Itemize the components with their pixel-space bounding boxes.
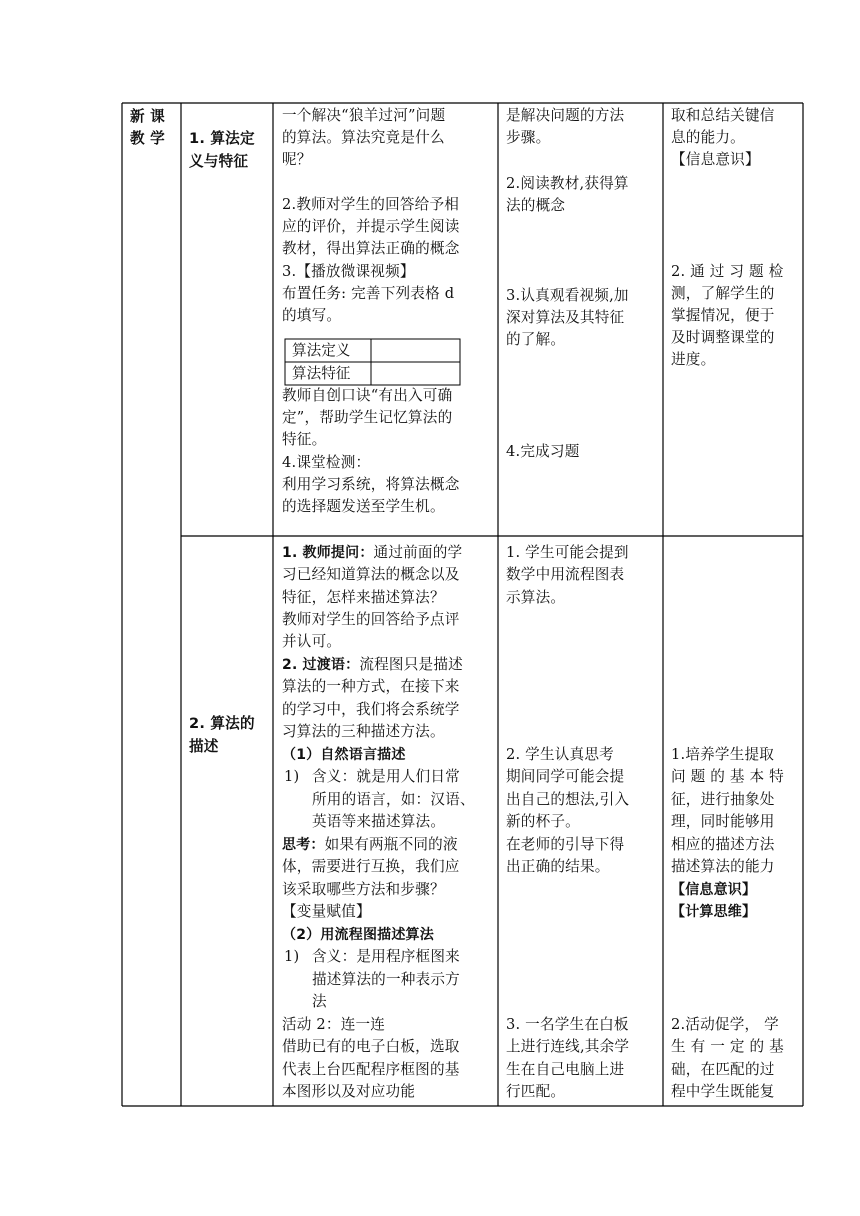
s2-teacher-text: 该采取哪些方法和步骤？ bbox=[282, 881, 445, 898]
s1-student-text: 的了解。 bbox=[506, 331, 566, 348]
s2-intent-text: 程中学生既能复 bbox=[671, 1083, 775, 1100]
s1-teacher-text: 4.课堂检测： bbox=[282, 454, 371, 471]
s2-teacher-text: 体，需要进行互换，我们应 bbox=[282, 858, 460, 875]
s1-student-text: 步骤。 bbox=[506, 129, 551, 146]
s1-student-text: 是解决问题的方法 bbox=[506, 107, 625, 124]
s1-teacher-text: 呢？ bbox=[282, 151, 312, 168]
s2-student-text: 示算法。 bbox=[506, 589, 566, 606]
s2-teacher-text: 习已经知道算法的概念以及 bbox=[282, 566, 460, 583]
inner-table-row-features: 算法特征 bbox=[292, 365, 351, 382]
s2-teacher-text: 本图形以及对应功能 bbox=[282, 1083, 416, 1100]
s1-teacher-text: 3.【播放微课视频】 bbox=[282, 263, 415, 280]
s2-teacher-q2-rest: 流程图只是描述 bbox=[359, 656, 463, 673]
s2-teacher-think bbox=[282, 834, 458, 856]
s2-think-label: 思考： bbox=[282, 837, 325, 853]
s2-think-rest: 如果有两瓶不同的液 bbox=[324, 836, 458, 853]
s2-student-text: 期间同学可能会提 bbox=[506, 768, 625, 785]
s1-intent-text: 息的能力。 bbox=[671, 129, 745, 146]
s2-intent-text: 2.活动促学， 学 bbox=[671, 1016, 779, 1033]
s2-teacher-text: 的学习中，我们将会系统学 bbox=[282, 701, 460, 718]
s2-teacher-text: 特征，怎样来描述算法？ bbox=[282, 589, 445, 606]
s2-student-text: 2. 学生认真思考 bbox=[506, 746, 614, 763]
s1-intent-text: 及时调整课堂的 bbox=[671, 329, 775, 346]
s1-intent-text: 测，了解学生的 bbox=[671, 285, 775, 302]
s2-student-text: 行匹配。 bbox=[506, 1083, 566, 1100]
s1-teacher-text: 利用学习系统，将算法概念 bbox=[282, 476, 460, 493]
s2-subsection-1-number: 1) bbox=[284, 768, 300, 785]
s2-intent-text: 问 题 的 基 本 特 bbox=[671, 768, 784, 785]
section-label-line-2: 教 学 bbox=[130, 130, 165, 147]
s2-teacher-text: 并认可。 bbox=[282, 633, 342, 650]
s2-teacher-text: 所用的语言，如：汉语、 bbox=[312, 791, 475, 808]
s2-student-text: 3. 一名学生在白板 bbox=[506, 1016, 629, 1033]
s1-teacher-text: 应的评价，并提示学生阅读 bbox=[282, 218, 460, 235]
s2-intent-text: 征，进行抽象处 bbox=[671, 791, 775, 808]
section-1-title-line-2: 义与特征 bbox=[189, 153, 249, 170]
s1-student-text: 法的概念 bbox=[506, 197, 566, 214]
s2-teacher-text: 习算法的三种描述方法。 bbox=[282, 723, 445, 740]
s2-intent-tag-info: 【信息意识】 bbox=[671, 882, 757, 898]
s1-teacher-text: 的算法。算法究竟是什么 bbox=[282, 129, 445, 146]
section-label-line-1: 新 课 bbox=[130, 108, 165, 125]
s2-intent-text: 础，在匹配的过 bbox=[671, 1061, 775, 1078]
s2-teacher-text: 含义：就是用人们日常 bbox=[312, 768, 460, 785]
s2-student-text: 在老师的引导下得 bbox=[506, 836, 625, 853]
s2-teacher-text: 法 bbox=[312, 993, 327, 1010]
s2-teacher-text: 含义：是用程序框图来 bbox=[312, 948, 460, 965]
s1-teacher-text: 布置任务: 完善下列表格 d bbox=[282, 285, 455, 302]
s2-teacher-text: 借助已有的电子白板，选取 bbox=[282, 1038, 460, 1055]
s2-student-text: 新的杯子。 bbox=[506, 813, 580, 830]
s1-intent-text: 进度。 bbox=[671, 351, 716, 368]
s2-teacher-text: 教师对学生的回答给予点评 bbox=[282, 611, 460, 628]
s2-student-text: 出正确的结果。 bbox=[506, 858, 610, 875]
s1-teacher-text: 的填写。 bbox=[282, 307, 342, 324]
section-1-title-line-1: 1. 算法定 bbox=[189, 130, 255, 147]
s1-teacher-text: 一个解决“狼羊过河”问题 bbox=[282, 107, 446, 124]
s1-teacher-text: 2.教师对学生的回答给予相 bbox=[282, 196, 460, 213]
s1-teacher-text: 特征。 bbox=[282, 431, 327, 448]
s1-intent-text: 掌握情况，便于 bbox=[671, 307, 775, 324]
s2-subsection-2-heading: （2）用流程图描述算法 bbox=[282, 927, 434, 943]
s1-student-text: 深对算法及其特征 bbox=[506, 309, 625, 326]
s2-teacher-q1 bbox=[282, 542, 462, 564]
s2-teacher-q1-rest: 通过前面的学 bbox=[373, 544, 463, 561]
s2-intent-text: 1.培养学生提取 bbox=[671, 746, 775, 763]
s2-student-text: 上进行连线,其余学 bbox=[506, 1038, 630, 1055]
s2-student-text: 出自己的想法,引入 bbox=[506, 791, 630, 808]
s1-teacher-text: 教师自创口诀“有出入可确 bbox=[282, 387, 453, 404]
s2-teacher-text: 【变量赋值】 bbox=[282, 903, 371, 920]
s2-intent-tag-compute: 【计算思维】 bbox=[671, 904, 757, 920]
section-2-title-line-2: 描述 bbox=[189, 738, 219, 755]
s1-intent-text: 2. 通 过 习 题 检 bbox=[671, 263, 784, 280]
s1-student-text: 2.阅读教材,获得算 bbox=[506, 175, 629, 192]
s2-student-text: 1. 学生可能会提到 bbox=[506, 544, 629, 561]
s2-intent-text: 生 有 一 定 的 基 bbox=[671, 1038, 784, 1055]
section-2-title-line-1: 2. 算法的 bbox=[189, 715, 255, 732]
s2-teacher-q2 bbox=[282, 654, 463, 676]
s2-teacher-q1-label: 1. 教师提问： bbox=[282, 545, 374, 561]
s1-student-text: 4.完成习题 bbox=[506, 443, 580, 460]
s2-teacher-text: 代表上台匹配程序框图的基 bbox=[282, 1061, 460, 1078]
s2-teacher-text: 算法的一种方式，在接下来 bbox=[282, 678, 460, 695]
s2-intent-text: 相应的描述方法 bbox=[671, 836, 775, 853]
s2-subsection-1-heading: （1）自然语言描述 bbox=[282, 747, 406, 763]
s2-subsection-2-number: 1) bbox=[284, 948, 300, 965]
s1-teacher-text: 定”，帮助学生记忆算法的 bbox=[282, 409, 453, 426]
s1-intent-text: 取和总结关键信 bbox=[671, 107, 775, 124]
s1-intent-text: 【信息意识】 bbox=[671, 151, 760, 168]
s1-teacher-text: 教材，得出算法正确的概念 bbox=[282, 240, 460, 257]
s2-teacher-text: 活动 2：连一连 bbox=[282, 1016, 386, 1033]
s2-teacher-text: 描述算法的一种表示方 bbox=[312, 971, 460, 988]
s2-intent-text: 理，同时能够用 bbox=[671, 813, 775, 830]
s1-teacher-text: 的选择题发送至学生机。 bbox=[282, 498, 445, 515]
s2-intent-text: 描述算法的能力 bbox=[671, 858, 775, 875]
s2-student-text: 生在自己电脑上进 bbox=[506, 1061, 625, 1078]
s2-student-text: 数学中用流程图表 bbox=[506, 566, 625, 583]
s1-student-text: 3.认真观看视频,加 bbox=[506, 287, 629, 304]
s2-teacher-q2-label: 2. 过渡语： bbox=[282, 657, 360, 673]
s2-teacher-text: 英语等来描述算法。 bbox=[312, 813, 446, 830]
inner-table-row-definition: 算法定义 bbox=[292, 342, 351, 359]
